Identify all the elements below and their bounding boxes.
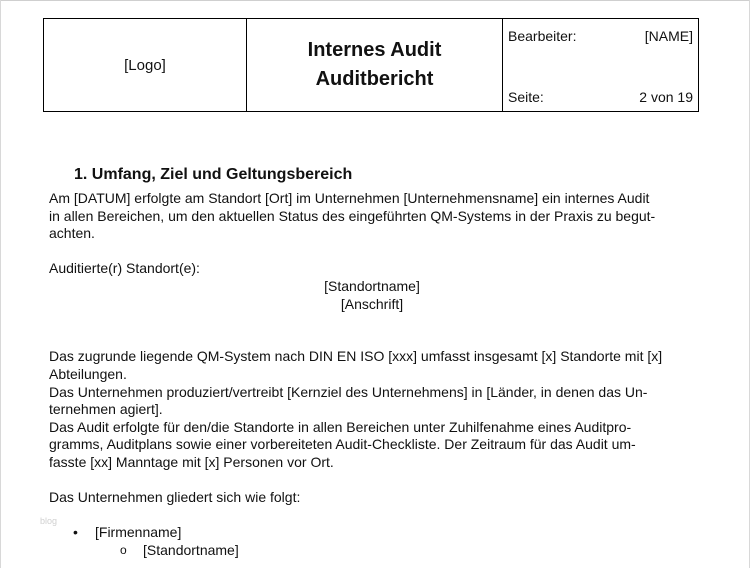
document-body [49, 165, 695, 559]
meta-cell [503, 19, 698, 111]
editor-row [508, 28, 693, 44]
text-line: fasste [xx] Manntage mit [x] Personen vor Ort. [49, 453, 334, 470]
list-item [49, 524, 695, 542]
editor-value: [NAME] [644, 28, 693, 44]
text-line: ternehmen agiert]. [49, 401, 163, 418]
page-row [508, 89, 693, 105]
text-line: gramms, Auditplans sowie einer vorbereiteten Audit-Checkliste. Der Zeitraum für das Audit um- [49, 436, 636, 453]
text-line: in allen Bereichen, um den aktuellen Status des eingeführten QM-Systems in der Praxis zu begut- [49, 207, 656, 224]
section-heading: 1. Umfang, Ziel und Geltungsbereich [74, 166, 353, 183]
locations-label: Auditierte(r) Standort(e): [49, 260, 200, 277]
structure-label: Das Unternehmen gliedert sich wie folgt: [49, 489, 301, 506]
bullet-icon: • [73, 524, 78, 541]
document-header-table [43, 18, 699, 112]
text-line: Das zugrunde liegende QM-System nach DIN EN ISO [xxx] umfasst insgesamt [x] Standorte mit [x] [49, 348, 663, 365]
page-edge-left [0, 0, 1, 568]
page-edge-top [0, 0, 750, 1]
text-line: Am [DATUM] erfolgte am Standort [Ort] im Unternehmen [Unternehmensname] ein internes Audit [49, 190, 650, 206]
watermark: blog [40, 516, 58, 526]
circle-bullet-icon: o [120, 542, 127, 557]
list-item [49, 542, 695, 560]
page-label: Seite: [508, 89, 544, 105]
text-line: Das Audit erfolgte für den/die Standorte in allen Bereichen unter Zuhilfenahme eines Auditpro- [49, 418, 632, 435]
location-name: [Standortname] [324, 277, 420, 294]
document-subtitle: Auditbericht [315, 68, 434, 90]
site-name: [Standortname] [143, 541, 239, 558]
text-line: Das Unternehmen produziert/vertreibt [Kernziel des Unternehmens] in [Länder, in denen das Un- [49, 383, 648, 400]
document-title: Internes Audit [307, 39, 442, 61]
company-name: [Firmenname] [95, 524, 182, 541]
intro-paragraph [49, 190, 695, 243]
page-number: 2 von 19 [639, 89, 693, 105]
body-paragraph [49, 348, 695, 471]
editor-label: Bearbeiter: [508, 28, 577, 44]
location-address: [Anschrift] [340, 295, 404, 312]
text-line: achten. [49, 225, 95, 242]
title-cell [247, 19, 503, 111]
text-line: Abteilungen. [49, 365, 127, 382]
logo-placeholder: [Logo] [124, 56, 166, 74]
logo-cell [44, 19, 247, 111]
